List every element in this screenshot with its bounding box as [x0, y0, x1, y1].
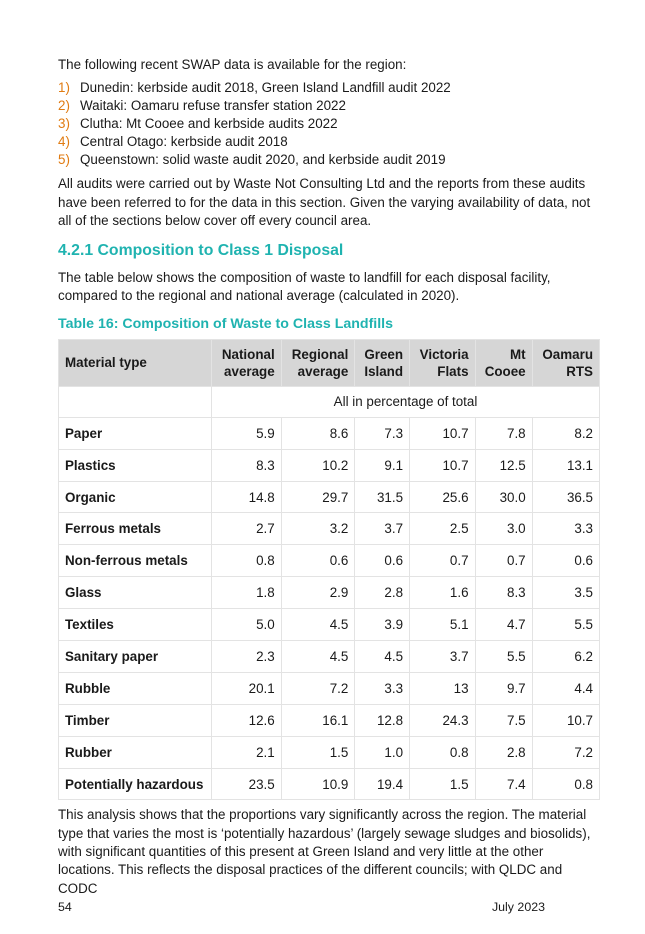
- audit-list: [58, 79, 600, 169]
- section-heading: 4.2.1 Composition to Class 1 Disposal: [58, 242, 344, 260]
- value-cell: 0.7: [410, 545, 476, 577]
- material-cell: Potentially hazardous: [59, 768, 212, 800]
- value-cell: 12.6: [212, 704, 282, 736]
- value-cell: 2.8: [355, 577, 410, 609]
- value-cell: 4.5: [355, 641, 410, 673]
- value-cell: 3.0: [475, 513, 532, 545]
- audit-note-paragraph: All audits were carried out by Waste Not Consulting Ltd and the reports from these audits have been referred to for the data in this section. Given the varying availability of data, not all of the sections below cover off every council area.: [58, 176, 591, 228]
- value-cell: 7.3: [355, 417, 410, 449]
- footer-date: July 2023: [491, 900, 545, 914]
- table-cell: [59, 386, 212, 417]
- value-cell: 13.1: [532, 449, 599, 481]
- material-cell: Rubber: [59, 736, 212, 768]
- list-item: [58, 151, 600, 169]
- table-row: [59, 672, 600, 704]
- list-item: [58, 79, 600, 97]
- material-cell: Textiles: [59, 609, 212, 641]
- value-cell: 0.6: [355, 545, 410, 577]
- value-cell: 2.5: [410, 513, 476, 545]
- analysis-paragraph: This analysis shows that the proportions vary significantly across the region. The material type that varies the most is ‘potentially hazardous’ (largely sewage sludges and biosolids), with significant quantities of this present at Green Island and very little at the other locations. This reflects the disposal practices of the different councils; with QLDC and CODC: [58, 807, 591, 896]
- value-cell: 24.3: [410, 704, 476, 736]
- value-cell: 5.5: [475, 641, 532, 673]
- column-header-national: National average: [212, 339, 282, 386]
- value-cell: 10.7: [410, 449, 476, 481]
- value-cell: 9.1: [355, 449, 410, 481]
- value-cell: 10.9: [281, 768, 355, 800]
- list-item: [58, 133, 600, 151]
- value-cell: 13: [410, 672, 476, 704]
- list-text: Queenstown: solid waste audit 2020, and kerbside audit 2019: [80, 152, 446, 168]
- intro-text: The following recent SWAP data is available for the region:: [58, 57, 407, 72]
- value-cell: 31.5: [355, 481, 410, 513]
- value-cell: 7.5: [475, 704, 532, 736]
- material-cell: Ferrous metals: [59, 513, 212, 545]
- value-cell: 5.5: [532, 609, 599, 641]
- material-cell: Rubble: [59, 672, 212, 704]
- value-cell: 0.6: [532, 545, 599, 577]
- value-cell: 12.8: [355, 704, 410, 736]
- material-cell: Non-ferrous metals: [59, 545, 212, 577]
- value-cell: 8.3: [212, 449, 282, 481]
- page-content: [58, 56, 600, 898]
- material-cell: Glass: [59, 577, 212, 609]
- value-cell: 1.8: [212, 577, 282, 609]
- value-cell: 7.2: [532, 736, 599, 768]
- list-number: 3): [58, 116, 70, 132]
- table-row: [59, 768, 600, 800]
- value-cell: 12.5: [475, 449, 532, 481]
- table-row: [59, 577, 600, 609]
- list-item: [58, 115, 600, 133]
- value-cell: 0.8: [212, 545, 282, 577]
- table-title: Table 16: Composition of Waste to Class Landfills: [58, 315, 394, 332]
- value-cell: 19.4: [355, 768, 410, 800]
- list-number: 4): [58, 134, 70, 150]
- value-cell: 2.9: [281, 577, 355, 609]
- value-cell: 5.0: [212, 609, 282, 641]
- value-cell: 3.2: [281, 513, 355, 545]
- value-cell: 5.1: [410, 609, 476, 641]
- table-row: [59, 545, 600, 577]
- value-cell: 10.7: [410, 417, 476, 449]
- value-cell: 23.5: [212, 768, 282, 800]
- table-intro-paragraph: The table below shows the composition of waste to landfill for each disposal facility, compared to the regional and national average (calculated in 2020).: [58, 270, 551, 304]
- value-cell: 5.9: [212, 417, 282, 449]
- list-number: 1): [58, 80, 70, 96]
- value-cell: 3.9: [355, 609, 410, 641]
- value-cell: 3.7: [410, 641, 476, 673]
- value-cell: 8.3: [475, 577, 532, 609]
- value-cell: 8.6: [281, 417, 355, 449]
- table-row: [59, 513, 600, 545]
- value-cell: 9.7: [475, 672, 532, 704]
- value-cell: 2.8: [475, 736, 532, 768]
- value-cell: 4.5: [281, 641, 355, 673]
- value-cell: 2.3: [212, 641, 282, 673]
- value-cell: 1.6: [410, 577, 476, 609]
- composition-table: [58, 339, 600, 801]
- table-row: [59, 481, 600, 513]
- value-cell: 1.5: [281, 736, 355, 768]
- list-number: 2): [58, 98, 70, 114]
- value-cell: 7.2: [281, 672, 355, 704]
- material-cell: Timber: [59, 704, 212, 736]
- value-cell: 3.3: [532, 513, 599, 545]
- value-cell: 0.8: [410, 736, 476, 768]
- value-cell: 3.7: [355, 513, 410, 545]
- value-cell: 10.2: [281, 449, 355, 481]
- page-footer: [58, 900, 545, 914]
- column-header-victoria-flats: Victoria Flats: [410, 339, 476, 386]
- list-text: Clutha: Mt Cooee and kerbside audits 2022: [80, 116, 338, 132]
- value-cell: 8.2: [532, 417, 599, 449]
- value-cell: 2.1: [212, 736, 282, 768]
- column-header-green-island: Green Island: [355, 339, 410, 386]
- value-cell: 4.5: [281, 609, 355, 641]
- value-cell: 3.3: [355, 672, 410, 704]
- value-cell: 29.7: [281, 481, 355, 513]
- material-cell: Plastics: [59, 449, 212, 481]
- material-cell: Organic: [59, 481, 212, 513]
- value-cell: 10.7: [532, 704, 599, 736]
- table-header-row: [59, 339, 600, 386]
- list-number: 5): [58, 152, 70, 168]
- value-cell: 6.2: [532, 641, 599, 673]
- value-cell: 1.5: [410, 768, 476, 800]
- value-cell: 4.7: [475, 609, 532, 641]
- value-cell: 20.1: [212, 672, 282, 704]
- list-text: Central Otago: kerbside audit 2018: [80, 134, 288, 150]
- value-cell: 25.6: [410, 481, 476, 513]
- value-cell: 30.0: [475, 481, 532, 513]
- material-cell: Sanitary paper: [59, 641, 212, 673]
- value-cell: 1.0: [355, 736, 410, 768]
- value-cell: 2.7: [212, 513, 282, 545]
- value-cell: 0.6: [281, 545, 355, 577]
- material-type-header: Material type: [59, 339, 212, 386]
- value-cell: 36.5: [532, 481, 599, 513]
- value-cell: 3.5: [532, 577, 599, 609]
- table-row: [59, 609, 600, 641]
- table-row: [59, 736, 600, 768]
- list-text: Dunedin: kerbside audit 2018, Green Island Landfill audit 2022: [80, 80, 451, 96]
- column-header-mt-cooee: Mt Cooee: [475, 339, 532, 386]
- column-header-oamaru-rts: Oamaru RTS: [532, 339, 599, 386]
- units-note: All in percentage of total: [212, 386, 600, 417]
- value-cell: 7.4: [475, 768, 532, 800]
- table-row: [59, 704, 600, 736]
- value-cell: 0.7: [475, 545, 532, 577]
- list-text: Waitaki: Oamaru refuse transfer station 2022: [80, 98, 346, 114]
- value-cell: 0.8: [532, 768, 599, 800]
- value-cell: 14.8: [212, 481, 282, 513]
- table-row: [59, 449, 600, 481]
- material-cell: Paper: [59, 417, 212, 449]
- list-item: [58, 97, 600, 115]
- table-subheader-row: [59, 386, 600, 417]
- value-cell: 7.8: [475, 417, 532, 449]
- value-cell: 4.4: [532, 672, 599, 704]
- column-header-regional: Regional average: [281, 339, 355, 386]
- table-row: [59, 417, 600, 449]
- value-cell: 16.1: [281, 704, 355, 736]
- table-row: [59, 641, 600, 673]
- page-number: 54: [58, 900, 72, 914]
